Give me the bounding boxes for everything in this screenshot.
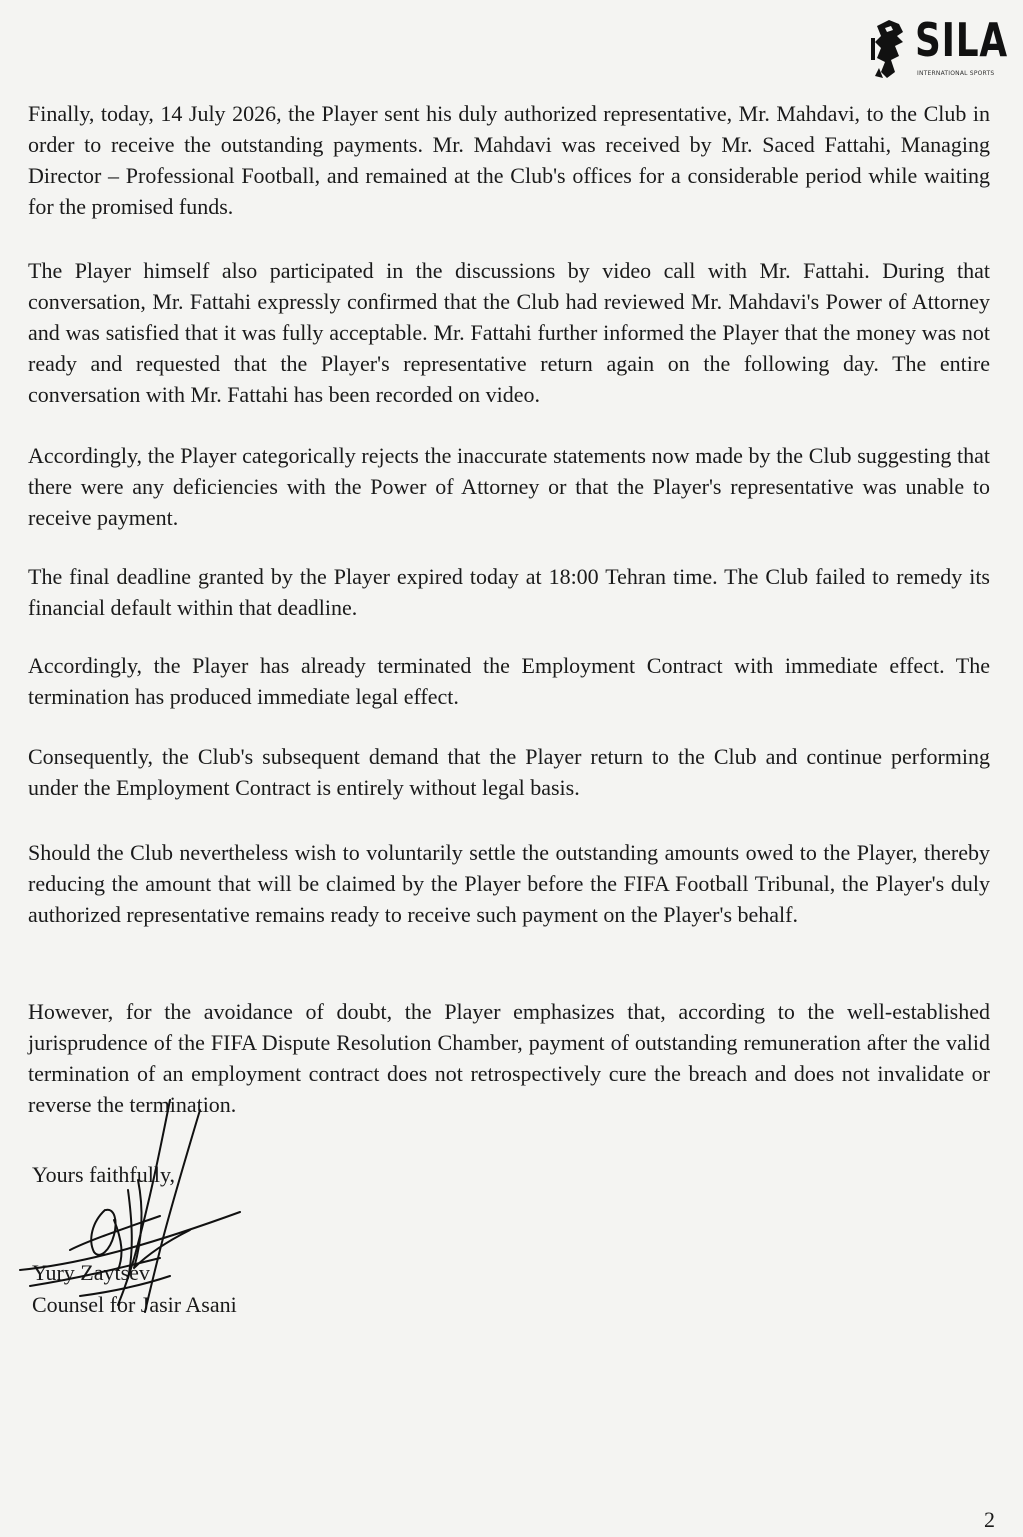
paragraph-representative-visit: Finally, today, 14 July 2026, the Player sent his duly authorized representative, Mr. Mahdavi, to the Club in order to receive the outstanding payments. Mr. Mahdavi was received by Mr. Saced Fattahi, Managing Director – Professional Football, and remained at the Club's offices for a considerable period while waiting for the promised funds. (28, 101, 990, 219)
logo-tagline: INTERNATIONAL SPORTS (917, 70, 995, 77)
signatory-title: Counsel for Jasir Asani (32, 1292, 237, 1317)
paragraph-video-call: The Player himself also participated in the discussions by video call with Mr. Fattahi. During that conversation, Mr. Fattahi expressly confirmed that the Club had reviewed Mr. Mahdavi's Power of Attorney and was satisfied that it was fully acceptable. Mr. Fattahi further informed the Player that the money was not ready and requested that the Player's representative return again on the following day. The entire conversation with Mr. Fattahi has been recorded on video. (28, 258, 990, 407)
handwritten-signature (10, 1090, 260, 1320)
paragraph-settlement-offer: Should the Club nevertheless wish to voluntarily settle the outstanding amounts owed to the Player, thereby reducing the amount that will be claimed by the Player before the FIFA Football Tribunal, the Player's duly authorized representative remains ready to receive such payment on the Player's behalf. (28, 840, 990, 927)
lion-emblem-icon (869, 16, 915, 82)
sila-logo (869, 14, 1007, 84)
signatory-name: Yury Zaytsev (32, 1260, 150, 1285)
page-number: 2 (984, 1507, 995, 1532)
logo-wordmark: SILA (915, 13, 1008, 67)
paragraph-no-legal-basis: Consequently, the Club's subsequent demand that the Player return to the Club and continue performing under the Employment Contract is entirely without legal basis. (28, 744, 990, 800)
paragraph-deadline: The final deadline granted by the Player expired today at 18:00 Tehran time. The Club failed to remedy its financial default within that deadline. (28, 564, 990, 620)
paragraph-rejection: Accordingly, the Player categorically rejects the inaccurate statements now made by the Club suggesting that there were any deficiencies with the Power of Attorney or that the Player's representative was unable to receive payment. (28, 443, 990, 530)
paragraph-termination: Accordingly, the Player has already terminated the Employment Contract with immediate effect. The termination has produced immediate legal effect. (28, 653, 990, 709)
paragraph-fifa-jurisprudence: However, for the avoidance of doubt, the Player emphasizes that, according to the well-established jurisprudence of the FIFA Dispute Resolution Chamber, payment of outstanding remuneration after the valid termination of an employment contract does not retrospectively cure the breach and does not invalidate or reverse the termination. (28, 999, 990, 1117)
closing-salutation: Yours faithfully, (32, 1162, 176, 1187)
